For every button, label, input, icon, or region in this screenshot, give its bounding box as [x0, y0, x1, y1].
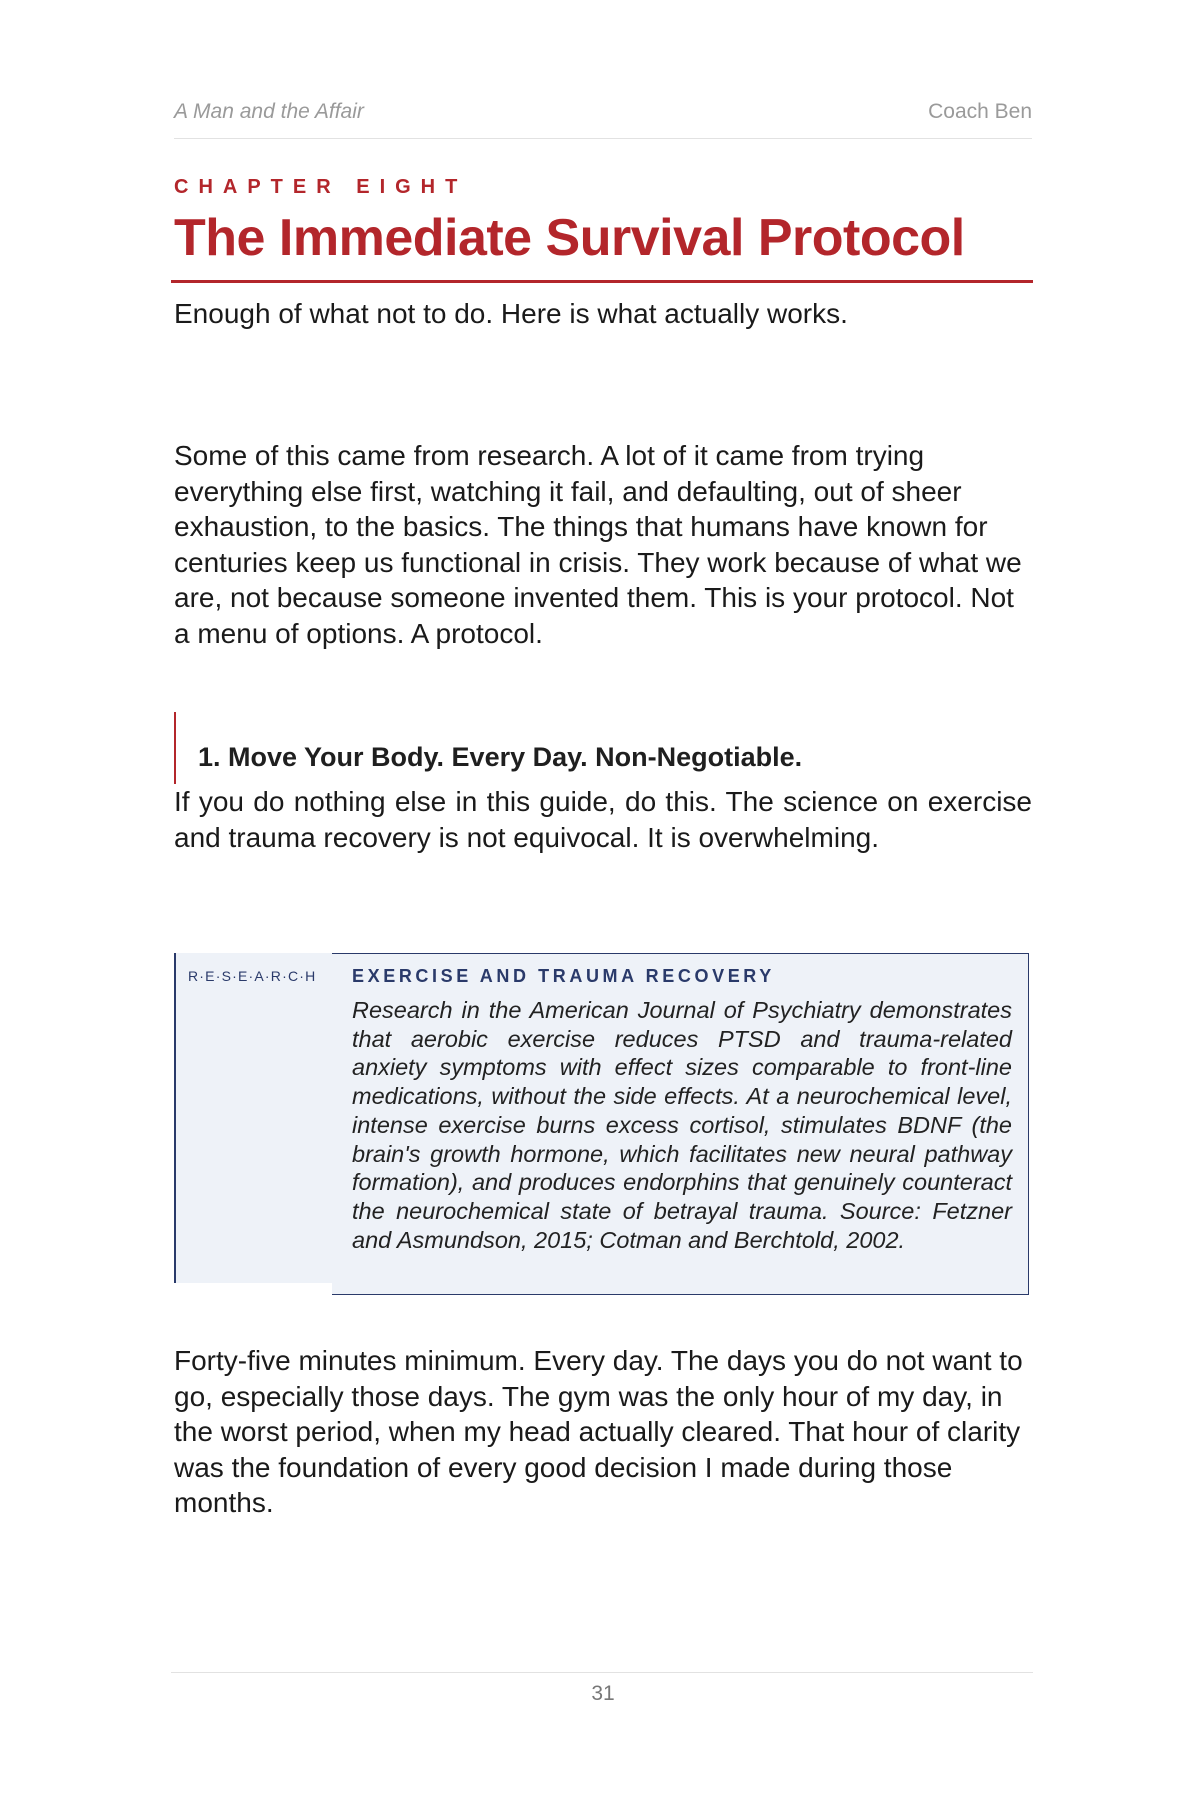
- intro-paragraph: Enough of what not to do. Here is what actually works.: [174, 298, 848, 329]
- research-content: [332, 953, 1029, 1295]
- footer-divider: [171, 1672, 1033, 1673]
- running-header: [174, 98, 1032, 139]
- research-tag-column: [174, 953, 332, 1283]
- origin-paragraph: Some of this came from research. A lot of it came from trying everything else first, watching it fail, and defaulting, out of sheer exhaustion, to the basics. The things that humans have known for centuries keep us functional in crisis. They work because of what we are, not because someone invented them. This is your protocol. Not a menu of options. A protocol.: [174, 440, 1022, 649]
- author-name: Coach Ben: [928, 100, 1032, 123]
- section-accent-bar: [174, 712, 176, 784]
- closing-paragraph: Forty-five minutes minimum. Every day. The days you do not want to go, especially those days. The gym was the only hour of my day, in the worst period, when my head actually cleared. That hour of clarity was the foundation of every good decision I made during those months.: [174, 1345, 1023, 1518]
- title-divider: [171, 280, 1033, 283]
- section-intro-paragraph: If you do nothing else in this guide, do this. The science on exercise and trauma recovery is not equivocal. It is overwhelming.: [174, 786, 1032, 853]
- research-body: Research in the American Journal of Psychiatry demonstrates that aerobic exercise reduces PTSD and trauma-related anxiety symptoms with effect sizes comparable to front-line medications, without the side effects. At a neurochemical level, intense exercise burns excess cortisol, stimulates BDNF (the brain's growth hormone, which facilitates new neural pathway formation), and produces endorphins that genuinely counteract the neurochemical state of betrayal trauma. Source: Fetzner and Asmundson, 2015; Cotman and Berchtold, 2002.: [352, 997, 1012, 1253]
- section-heading-text: 1. Move Your Body. Every Day. Non-Negotiable.: [198, 742, 803, 772]
- section-heading: [174, 712, 1032, 784]
- research-title: EXERCISE AND TRAUMA RECOVERY: [352, 966, 775, 986]
- book-title: A Man and the Affair: [174, 100, 364, 123]
- page-number: 31: [591, 1682, 615, 1705]
- research-callout: [174, 953, 1030, 1295]
- document-page: [174, 0, 1032, 1800]
- chapter-label: CHAPTER EIGHT: [174, 176, 468, 198]
- chapter-title: The Immediate Survival Protocol: [174, 209, 965, 267]
- research-tag: R·E·S·E·A·R·C·H: [188, 968, 317, 984]
